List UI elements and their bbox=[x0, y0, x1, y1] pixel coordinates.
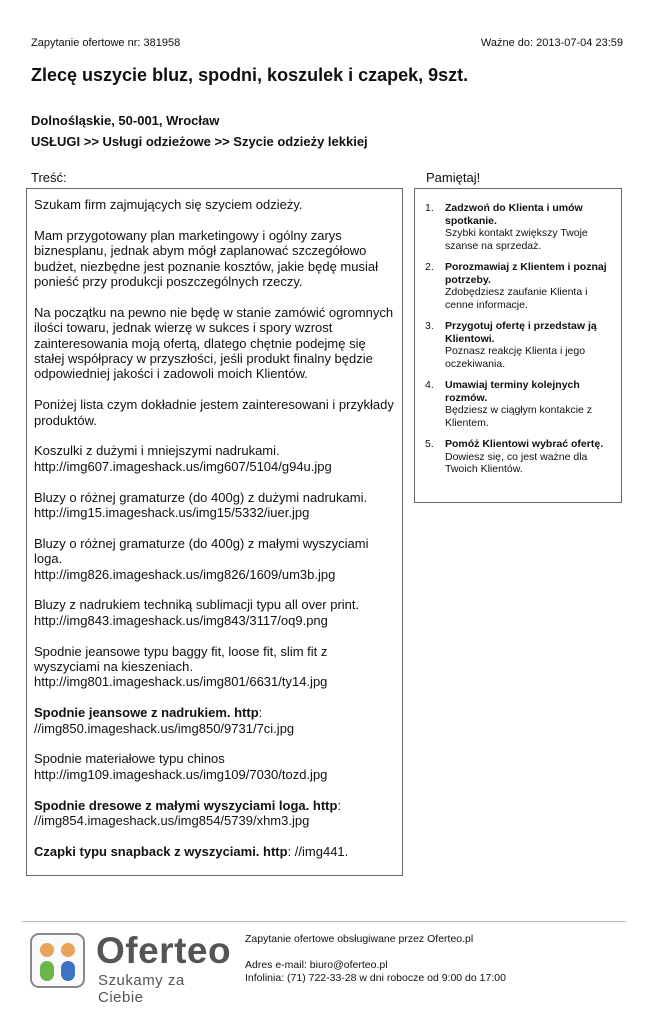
product-link[interactable]: http://img826.imageshack.us/img826/1609/um3b.jpg bbox=[34, 566, 336, 582]
content-paragraph: Szukam firm zajmujących się szyciem odzieży. bbox=[34, 197, 303, 212]
content-paragraph: Mam przygotowany plan marketingowy i ogólny zarys biznesplanu, jednak abym mógł zaplanować szczegółowo budżet, niezbędne jest poznanie kosztów, jakie będę musiał ponieść przy produkcji poszczególnych rzeczy. bbox=[34, 227, 378, 290]
content-box bbox=[26, 188, 403, 876]
product-item: Koszulki z dużymi i mniejszymi nadrukami. http://img607.imageshack.us/img607/5104/g94u.jpg bbox=[34, 443, 332, 474]
product-item: Bluzy o różnej gramaturze (do 400g) z małymi wyszyciami loga. http://img826.imageshack.us/img826/1609/um3b.jpg bbox=[34, 535, 369, 582]
product-link[interactable]: : //img441. bbox=[287, 843, 349, 859]
product-link[interactable]: : //img850.imageshack.us/img850/9731/7ci.jpg bbox=[34, 705, 295, 736]
footer-info bbox=[245, 933, 506, 985]
logo-dot-icon bbox=[40, 943, 54, 957]
logo-dot-icon bbox=[40, 961, 54, 981]
tip-item: 2. Porozmawiaj z Klientem i poznaj potrzeby. Zdobędziesz zaufanie Klienta i cenne informacje. bbox=[425, 261, 607, 311]
logo-icon bbox=[30, 933, 85, 988]
product-item: Spodnie dresowe z małymi wyszyciami loga. http: //img854.imageshack.us/img854/5739/xhm3.jpg bbox=[34, 797, 342, 829]
handled-by: Zapytanie ofertowe obsługiwane przez Oferteo.pl bbox=[245, 933, 474, 945]
remember-label: Pamiętaj! bbox=[426, 170, 481, 185]
product-item: Spodnie materiałowe typu chinos http://img109.imageshack.us/img109/7030/tozd.jpg bbox=[34, 751, 328, 782]
product-link[interactable]: http://img15.imageshack.us/img15/5332/iuer.jpg bbox=[34, 505, 310, 521]
logo-dot-icon bbox=[61, 961, 75, 981]
location: Dolnośląskie, 50-001, Wrocław bbox=[31, 113, 220, 128]
tip-item: 1. Zadzwoń do Klienta i umów spotkanie. Szybki kontakt zwiększy Twoje szanse na sprzedaż. bbox=[425, 202, 588, 252]
tip-item: 3. Przygotuj ofertę i przedstaw ją Klientowi. Poznasz reakcję Klienta i jego oczekiwania. bbox=[425, 320, 597, 370]
hotline: Infolinia: (71) 722-33-28 w dni robocze od 9:00 do 17:00 bbox=[245, 972, 506, 984]
content-paragraph: Na początku na pewno nie będę w stanie zamówić ogromnych ilości towaru, jednak wierzę w sukces i spory wzrost zainteresowania moją ofertą, dlatego chętnie podejmę się stałej współpracy w przyszłości, jeśli produkt finalny będzie odpowiedniej jakości i zadowoli moich Klientów. bbox=[34, 304, 394, 382]
logo-brand: Oferteo bbox=[96, 930, 232, 971]
product-link[interactable]: http://img109.imageshack.us/img109/7030/tozd.jpg bbox=[34, 766, 328, 782]
valid-until: Ważne do: 2013-07-04 23:59 bbox=[480, 37, 623, 49]
product-item: Spodnie jeansowe z nadrukiem. http: //img850.imageshack.us/img850/9731/7ci.jpg bbox=[34, 705, 295, 736]
product-item: Bluzy z nadrukiem techniką sublimacji typu all over print. http://img843.imageshack.us/img843/3117/oq9.png bbox=[34, 597, 360, 628]
footer-divider bbox=[22, 921, 626, 922]
product-link[interactable]: http://img607.imageshack.us/img607/5104/g94u.jpg bbox=[34, 458, 332, 474]
product-item: Spodnie jeansowe typu baggy fit, loose fit, slim fit z wyszyciami na kieszeniach. http://img801.imageshack.us/img801/6631/ty14.jpg bbox=[34, 643, 328, 690]
product-link[interactable]: : //img854.imageshack.us/img854/5739/xhm3.jpg bbox=[34, 797, 342, 829]
contact-email[interactable]: Adres e-mail: biuro@oferteo.pl bbox=[245, 959, 388, 971]
logo-slogan: Szukamy za Ciebie bbox=[98, 972, 185, 1006]
oferteo-logo bbox=[30, 930, 232, 1006]
content-label: Treść: bbox=[31, 170, 67, 185]
product-link[interactable]: http://img801.imageshack.us/img801/6631/ty14.jpg bbox=[34, 674, 328, 690]
product-link[interactable]: http://img843.imageshack.us/img843/3117/oq9.png bbox=[34, 612, 328, 628]
tips-list bbox=[425, 202, 611, 476]
header-bar bbox=[31, 37, 623, 49]
content-paragraph: Poniżej lista czym dokładnie jestem zainteresowani i przykłady produktów. bbox=[34, 397, 394, 428]
category-breadcrumb: USŁUGI >> Usługi odzieżowe >> Szycie odzieży lekkiej bbox=[31, 134, 368, 149]
tip-item: 4. Umawiaj terminy kolejnych rozmów. Będziesz w ciągłym kontakcie z Klientem. bbox=[425, 379, 593, 429]
product-item: Czapki typu snapback z wyszyciami. http: //img441. bbox=[34, 843, 349, 859]
tips-box bbox=[414, 188, 622, 503]
product-item: Bluzy o różnej gramaturze (do 400g) z dużymi nadrukami. http://img15.imageshack.us/img15/5332/iuer.jpg bbox=[34, 489, 368, 521]
page-title: Zlecę uszycie bluz, spodni, koszulek i czapek, 9szt. bbox=[31, 65, 469, 85]
inquiry-number: Zapytanie ofertowe nr: 381958 bbox=[31, 37, 181, 49]
tip-item: 5. Pomóż Klientowi wybrać ofertę. Dowiesz się, co jest ważne dla Twoich Klientów. bbox=[425, 438, 604, 475]
logo-dot-icon bbox=[61, 943, 75, 957]
